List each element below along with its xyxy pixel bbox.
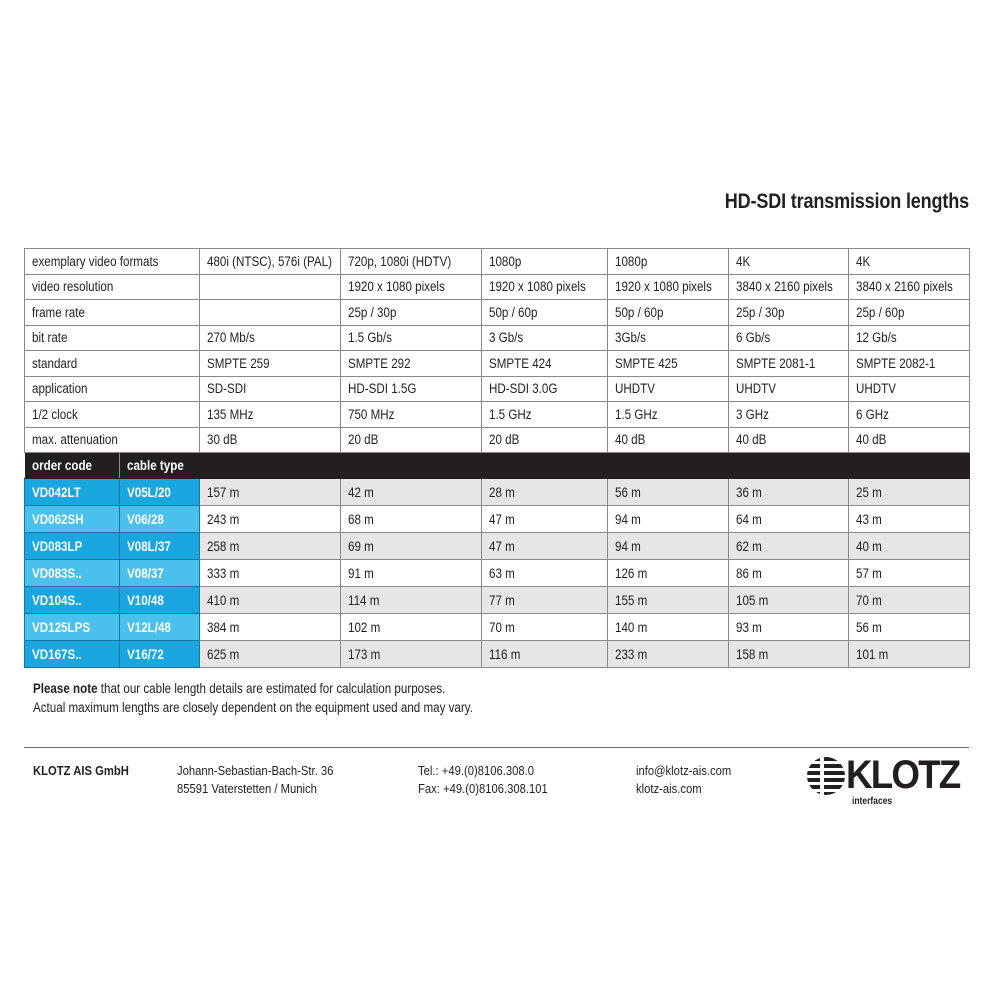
order-code-cell <box>25 614 120 641</box>
spec-value-cell <box>729 274 849 300</box>
length-value: 47 m <box>489 511 515 527</box>
spec-value: SMPTE 425 <box>615 355 678 371</box>
spec-value-cell <box>200 249 341 275</box>
spec-value: 4K <box>736 253 751 269</box>
length-cell <box>200 506 341 533</box>
length-value: 233 m <box>615 646 648 662</box>
length-cell <box>482 506 608 533</box>
length-value: 57 m <box>856 565 882 581</box>
length-cell <box>729 506 849 533</box>
length-cell <box>608 506 729 533</box>
length-value: 384 m <box>207 619 240 635</box>
length-cell <box>341 587 482 614</box>
cable-row <box>25 560 970 587</box>
spec-value-cell <box>482 351 608 377</box>
spec-value: 3 Gb/s <box>489 330 524 346</box>
cable-type-cell <box>120 479 200 506</box>
spec-value: 25p / 60p <box>856 304 905 320</box>
spec-label: max. attenuation <box>32 432 118 448</box>
spec-value-cell <box>849 274 970 300</box>
length-cell <box>200 587 341 614</box>
order-code: VD125LPS <box>32 619 91 635</box>
spec-value: 480i (NTSC), 576i (PAL) <box>207 253 332 269</box>
length-cell <box>341 641 482 668</box>
cable-type-cell <box>120 560 200 587</box>
length-cell <box>608 479 729 506</box>
length-value: 157 m <box>207 484 240 500</box>
footer-address <box>177 762 351 798</box>
length-cell <box>341 533 482 560</box>
spec-value: 30 dB <box>207 432 238 448</box>
spec-value: 750 MHz <box>348 406 395 422</box>
length-cell <box>200 641 341 668</box>
spec-value-cell <box>849 351 970 377</box>
spec-value: 720p, 1080i (HDTV) <box>348 253 452 269</box>
document-title: HD-SDI transmission lengths <box>724 190 969 213</box>
cable-type-cell <box>120 587 200 614</box>
cable-row <box>25 641 970 668</box>
spec-label: application <box>32 381 88 397</box>
spec-value-cell <box>849 376 970 402</box>
length-value: 70 m <box>856 592 882 608</box>
order-code-cell <box>25 506 120 533</box>
length-cell <box>482 641 608 668</box>
spec-label-cell <box>25 427 200 453</box>
spec-value-cell <box>341 249 482 275</box>
spec-value-cell <box>729 402 849 428</box>
address-street: Johann-Sebastian-Bach-Str. 36 <box>177 764 334 778</box>
spec-value-cell <box>849 402 970 428</box>
address-city: 85591 Vaterstetten / Munich <box>177 782 317 796</box>
spec-label: 1/2 clock <box>32 406 78 422</box>
spec-label: frame rate <box>32 304 85 320</box>
order-code-cell <box>25 641 120 668</box>
length-value: 114 m <box>348 592 380 608</box>
length-value: 63 m <box>489 565 515 581</box>
length-value: 70 m <box>489 619 515 635</box>
spec-value-cell <box>729 249 849 275</box>
length-cell <box>849 560 970 587</box>
spec-row <box>25 427 970 453</box>
spec-value: 1920 x 1080 pixels <box>615 279 712 295</box>
order-code-cell <box>25 479 120 506</box>
website-link[interactable]: klotz-ais.com <box>636 782 702 796</box>
length-cell <box>608 614 729 641</box>
length-cell <box>482 533 608 560</box>
length-value: 36 m <box>736 484 762 500</box>
cable-type: V12L/48 <box>127 619 171 635</box>
footer-company <box>33 762 139 780</box>
spec-value-cell <box>849 325 970 351</box>
spec-value: 1.5 GHz <box>615 406 658 422</box>
cable-type-cell <box>120 614 200 641</box>
length-value: 94 m <box>615 538 641 554</box>
spec-label-cell <box>25 249 200 275</box>
length-value: 101 m <box>856 646 889 662</box>
length-cell <box>341 479 482 506</box>
cable-type-cell <box>120 506 200 533</box>
klotz-globe-icon <box>806 756 846 796</box>
spec-value-cell <box>482 249 608 275</box>
spec-value: 1920 x 1080 pixels <box>489 279 586 295</box>
length-cell <box>200 614 341 641</box>
length-cell <box>608 641 729 668</box>
spec-value: 6 Gb/s <box>736 330 771 346</box>
footer-contact <box>636 762 742 798</box>
company-name: KLOTZ AIS GmbH <box>33 764 129 778</box>
length-cell <box>849 479 970 506</box>
order-code-cell <box>25 533 120 560</box>
spec-value-cell <box>341 325 482 351</box>
spec-value-cell <box>200 351 341 377</box>
spec-value: HD-SDI 3.0G <box>489 381 558 397</box>
spec-value: SD-SDI <box>207 381 247 397</box>
spec-value-cell <box>200 376 341 402</box>
length-cell <box>729 533 849 560</box>
cable-row <box>25 587 970 614</box>
footer-phones <box>418 762 562 798</box>
spec-value: 50p / 60p <box>615 304 664 320</box>
spec-label: bit rate <box>32 330 68 346</box>
length-cell <box>849 614 970 641</box>
length-value: 64 m <box>736 511 762 527</box>
spec-value: 40 dB <box>856 432 887 448</box>
length-value: 68 m <box>348 511 374 527</box>
disclaimer-note <box>33 679 545 717</box>
spec-value: 40 dB <box>615 432 646 448</box>
spec-value-cell <box>341 402 482 428</box>
length-cell <box>200 533 341 560</box>
length-value: 126 m <box>615 565 648 581</box>
length-value: 42 m <box>348 484 374 500</box>
spec-value: 1080p <box>615 253 648 269</box>
spec-value-cell <box>341 351 482 377</box>
spec-value-cell <box>608 351 729 377</box>
spec-value: 25p / 30p <box>348 304 397 320</box>
order-code-cell <box>25 587 120 614</box>
spec-label: exemplary video formats <box>32 253 159 269</box>
order-code: VD042LT <box>32 484 81 500</box>
order-code: VD062SH <box>32 511 84 527</box>
spec-value: UHDTV <box>615 381 655 397</box>
spec-value-cell <box>200 402 341 428</box>
length-value: 243 m <box>207 511 240 527</box>
length-value: 140 m <box>615 619 648 635</box>
length-cell <box>200 479 341 506</box>
spec-value-cell <box>482 300 608 326</box>
length-value: 43 m <box>856 511 882 527</box>
length-value: 56 m <box>856 619 882 635</box>
spec-value-cell <box>729 351 849 377</box>
length-value: 155 m <box>615 592 648 608</box>
spec-value-cell <box>729 376 849 402</box>
spec-value-cell <box>341 376 482 402</box>
spec-label: video resolution <box>32 279 114 295</box>
logo-tagline: interfaces <box>852 796 893 807</box>
length-value: 25 m <box>856 484 882 500</box>
cable-type-cell <box>120 641 200 668</box>
spec-value: 3 GHz <box>736 406 769 422</box>
spec-value: 3Gb/s <box>615 330 646 346</box>
note-line-2: Actual maximum lengths are closely dependent on the equipment used and may vary. <box>33 700 473 715</box>
length-cell <box>849 587 970 614</box>
spec-value: 20 dB <box>348 432 379 448</box>
header-spacer <box>200 453 970 479</box>
length-value: 410 m <box>207 592 240 608</box>
note-line-1: that our cable length details are estimated for calculation purposes. <box>97 681 446 696</box>
order-code: VD167S.. <box>32 646 82 662</box>
spec-value: 50p / 60p <box>489 304 538 320</box>
length-value: 625 m <box>207 646 240 662</box>
length-cell <box>729 614 849 641</box>
transmission-table <box>24 248 970 668</box>
spec-value: SMPTE 292 <box>348 355 411 371</box>
footer-divider <box>24 747 969 748</box>
spec-row <box>25 402 970 428</box>
spec-value-cell <box>482 325 608 351</box>
spec-value-cell <box>608 325 729 351</box>
length-value: 94 m <box>615 511 641 527</box>
length-value: 91 m <box>348 565 374 581</box>
order-code-header <box>25 453 120 479</box>
spec-value: 3840 x 2160 pixels <box>856 279 953 295</box>
spec-value-cell <box>341 274 482 300</box>
spec-value-cell <box>849 300 970 326</box>
spec-value-cell <box>608 274 729 300</box>
length-cell <box>608 560 729 587</box>
length-value: 333 m <box>207 565 240 581</box>
length-cell <box>482 560 608 587</box>
length-cell <box>482 614 608 641</box>
length-value: 77 m <box>489 592 515 608</box>
cable-type-cell <box>120 533 200 560</box>
spec-value-cell <box>200 325 341 351</box>
length-value: 173 m <box>348 646 381 662</box>
spec-value: 20 dB <box>489 432 520 448</box>
spec-value: 1920 x 1080 pixels <box>348 279 445 295</box>
spec-value: UHDTV <box>856 381 896 397</box>
cable-type: V08L/37 <box>127 538 171 554</box>
cable-type: V06/28 <box>127 511 164 527</box>
spec-value: UHDTV <box>736 381 776 397</box>
length-cell <box>608 533 729 560</box>
length-cell <box>729 587 849 614</box>
order-code: VD104S.. <box>32 592 82 608</box>
fax-number: Fax: +49.(0)8106.308.101 <box>418 782 548 796</box>
spec-value-cell <box>729 325 849 351</box>
length-value: 116 m <box>489 646 521 662</box>
length-cell <box>729 560 849 587</box>
spec-value-cell <box>482 402 608 428</box>
spec-value-cell <box>608 402 729 428</box>
email-link[interactable]: info@klotz-ais.com <box>636 764 732 778</box>
spec-value: 1.5 Gb/s <box>348 330 392 346</box>
spec-value: HD-SDI 1.5G <box>348 381 417 397</box>
cable-row <box>25 533 970 560</box>
length-cell <box>608 587 729 614</box>
length-cell <box>849 506 970 533</box>
cable-type-header-label: cable type <box>127 458 184 473</box>
spec-value-cell <box>608 300 729 326</box>
spec-row <box>25 376 970 402</box>
length-cell <box>341 614 482 641</box>
cable-row <box>25 506 970 533</box>
spec-value-cell <box>608 427 729 453</box>
spec-value: 1.5 GHz <box>489 406 532 422</box>
spec-row <box>25 249 970 275</box>
spec-value: 40 dB <box>736 432 767 448</box>
spec-value: 3840 x 2160 pixels <box>736 279 833 295</box>
spec-label-cell <box>25 325 200 351</box>
spec-label: standard <box>32 355 78 371</box>
spec-value-cell <box>608 376 729 402</box>
spec-label-cell <box>25 402 200 428</box>
logo-wordmark: KLOTZ <box>846 753 960 797</box>
length-cell <box>849 641 970 668</box>
length-value: 47 m <box>489 538 515 554</box>
spec-value-cell <box>849 249 970 275</box>
length-value: 56 m <box>615 484 641 500</box>
phone-number: Tel.: +49.(0)8106.308.0 <box>418 764 535 778</box>
length-value: 40 m <box>856 538 882 554</box>
spec-value: 12 Gb/s <box>856 330 897 346</box>
spec-label-cell <box>25 274 200 300</box>
length-value: 258 m <box>207 538 240 554</box>
spec-label-cell <box>25 300 200 326</box>
spec-row <box>25 325 970 351</box>
spec-value-cell <box>341 300 482 326</box>
spec-value-cell <box>200 427 341 453</box>
spec-value: 135 MHz <box>207 406 254 422</box>
spec-value: SMPTE 259 <box>207 355 270 371</box>
spec-value-cell <box>482 376 608 402</box>
order-code-header-label: order code <box>31 458 92 473</box>
klotz-logo <box>806 753 972 808</box>
order-code: VD083S.. <box>32 565 82 581</box>
spec-value: 6 GHz <box>856 406 889 422</box>
cable-type: V08/37 <box>127 565 164 581</box>
spec-label-cell <box>25 351 200 377</box>
cable-header-row <box>25 453 970 479</box>
length-value: 93 m <box>736 619 762 635</box>
spec-value-cell <box>482 274 608 300</box>
cable-type: V05L/20 <box>127 484 171 500</box>
order-code: VD083LP <box>32 538 83 554</box>
spec-value: 25p / 30p <box>736 304 785 320</box>
note-emphasis: Please note <box>33 681 98 696</box>
spec-value: 1080p <box>489 253 522 269</box>
spec-row <box>25 300 970 326</box>
spec-value-cell <box>608 249 729 275</box>
spec-value: SMPTE 2081-1 <box>736 355 816 371</box>
spec-value: 4K <box>856 253 871 269</box>
spec-row <box>25 351 970 377</box>
length-value: 102 m <box>348 619 381 635</box>
spec-row <box>25 274 970 300</box>
length-cell <box>482 479 608 506</box>
length-value: 86 m <box>736 565 762 581</box>
spec-value-cell <box>341 427 482 453</box>
spec-value-cell <box>849 427 970 453</box>
spec-label-cell <box>25 376 200 402</box>
cable-row <box>25 614 970 641</box>
length-value: 69 m <box>348 538 374 554</box>
spec-value-cell <box>482 427 608 453</box>
order-code-cell <box>25 560 120 587</box>
length-value: 105 m <box>736 592 769 608</box>
spec-value: SMPTE 424 <box>489 355 552 371</box>
spec-value-cell <box>200 274 341 300</box>
length-value: 28 m <box>489 484 515 500</box>
length-cell <box>729 641 849 668</box>
cable-type: V16/72 <box>127 646 164 662</box>
spec-value-cell <box>729 300 849 326</box>
length-value: 158 m <box>736 646 769 662</box>
spec-value-cell <box>200 300 341 326</box>
length-cell <box>341 560 482 587</box>
cable-type-header <box>120 453 200 479</box>
length-cell <box>200 560 341 587</box>
spec-value: 270 Mb/s <box>207 330 255 346</box>
length-value: 62 m <box>736 538 762 554</box>
length-cell <box>482 587 608 614</box>
spec-value: SMPTE 2082-1 <box>856 355 936 371</box>
length-cell <box>341 506 482 533</box>
cable-row <box>25 479 970 506</box>
length-cell <box>729 479 849 506</box>
cable-type: V10/48 <box>127 592 164 608</box>
spec-value-cell <box>729 427 849 453</box>
length-cell <box>849 533 970 560</box>
